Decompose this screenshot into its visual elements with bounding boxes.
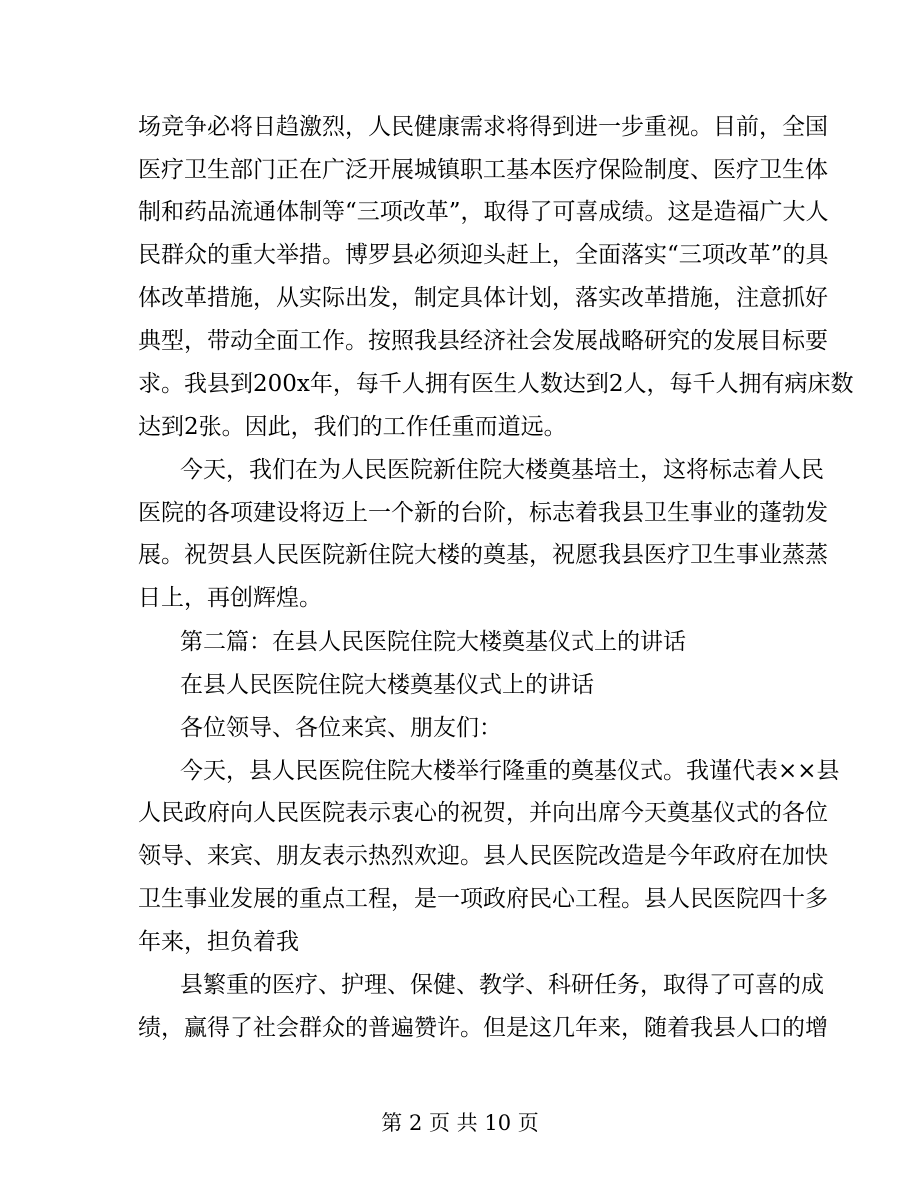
paragraph-line: 典型，带动全面工作。按照我县经济社会发展战略研究的发展目标要 bbox=[138, 328, 828, 354]
paragraph-line: 体改革措施，从实际出发，制定具体计划，落实改革措施，注意抓好 bbox=[138, 285, 828, 311]
paragraph-line: 绩，赢得了社会群众的普遍赞许。但是这几年来，随着我县人口的增 bbox=[138, 1015, 828, 1041]
paragraph-line: 制和药品流通体制等“三项改革”，取得了可喜成绩。这是造福广大人 bbox=[138, 199, 829, 225]
paragraph-line: 达到2张。因此，我们的工作任重而道远。 bbox=[138, 414, 567, 440]
paragraph-line: 展。祝贺县人民医院新住院大楼的奠基，祝愿我县医疗卫生事业蒸蒸 bbox=[138, 542, 828, 568]
paragraph-line: 今天，我们在为人民医院新住院大楼奠基培土，这将标志着人民 bbox=[180, 457, 824, 483]
page-number-footer: 第 2 页 共 10 页 bbox=[381, 1111, 539, 1135]
paragraph-line: 医院的各项建设将迈上一个新的台阶，标志着我县卫生事业的蓬勃发 bbox=[138, 500, 828, 526]
speech-title: 在县人民医院住院大楼奠基仪式上的讲话 bbox=[180, 672, 594, 698]
paragraph-line: 领导、来宾、朋友表示热烈欢迎。县人民医院改造是今年政府在加快 bbox=[138, 843, 828, 869]
paragraph-line: 场竞争必将日趋激烈，人民健康需求将得到进一步重视。目前，全国 bbox=[138, 114, 828, 140]
paragraph-line: 民群众的重大举措。博罗县必须迎头赶上，全面落实“三项改革”的具 bbox=[138, 242, 829, 268]
paragraph-line: 年来，担负着我 bbox=[138, 929, 299, 955]
salutation: 各位领导、各位来宾、朋友们： bbox=[180, 715, 502, 741]
paragraph-line: 求。我县到200x年，每千人拥有医生人数达到2人，每千人拥有病床数 bbox=[138, 371, 854, 397]
paragraph-line: 县繁重的医疗、护理、保健、教学、科研任务，取得了可喜的成 bbox=[180, 972, 824, 998]
section-heading: 第二篇：在县人民医院住院大楼奠基仪式上的讲话 bbox=[180, 629, 686, 655]
paragraph-line: 卫生事业发展的重点工程，是一项政府民心工程。县人民医院四十多 bbox=[138, 886, 828, 912]
paragraph-line: 医疗卫生部门正在广泛开展城镇职工基本医疗保险制度、医疗卫生体 bbox=[138, 157, 828, 183]
paragraph-line: 人民政府向人民医院表示衷心的祝贺，并向出席今天奠基仪式的各位 bbox=[138, 800, 828, 826]
paragraph-line: 今天，县人民医院住院大楼举行隆重的奠基仪式。我谨代表××县 bbox=[180, 758, 840, 784]
paragraph-line: 日上，再创辉煌。 bbox=[138, 585, 322, 611]
